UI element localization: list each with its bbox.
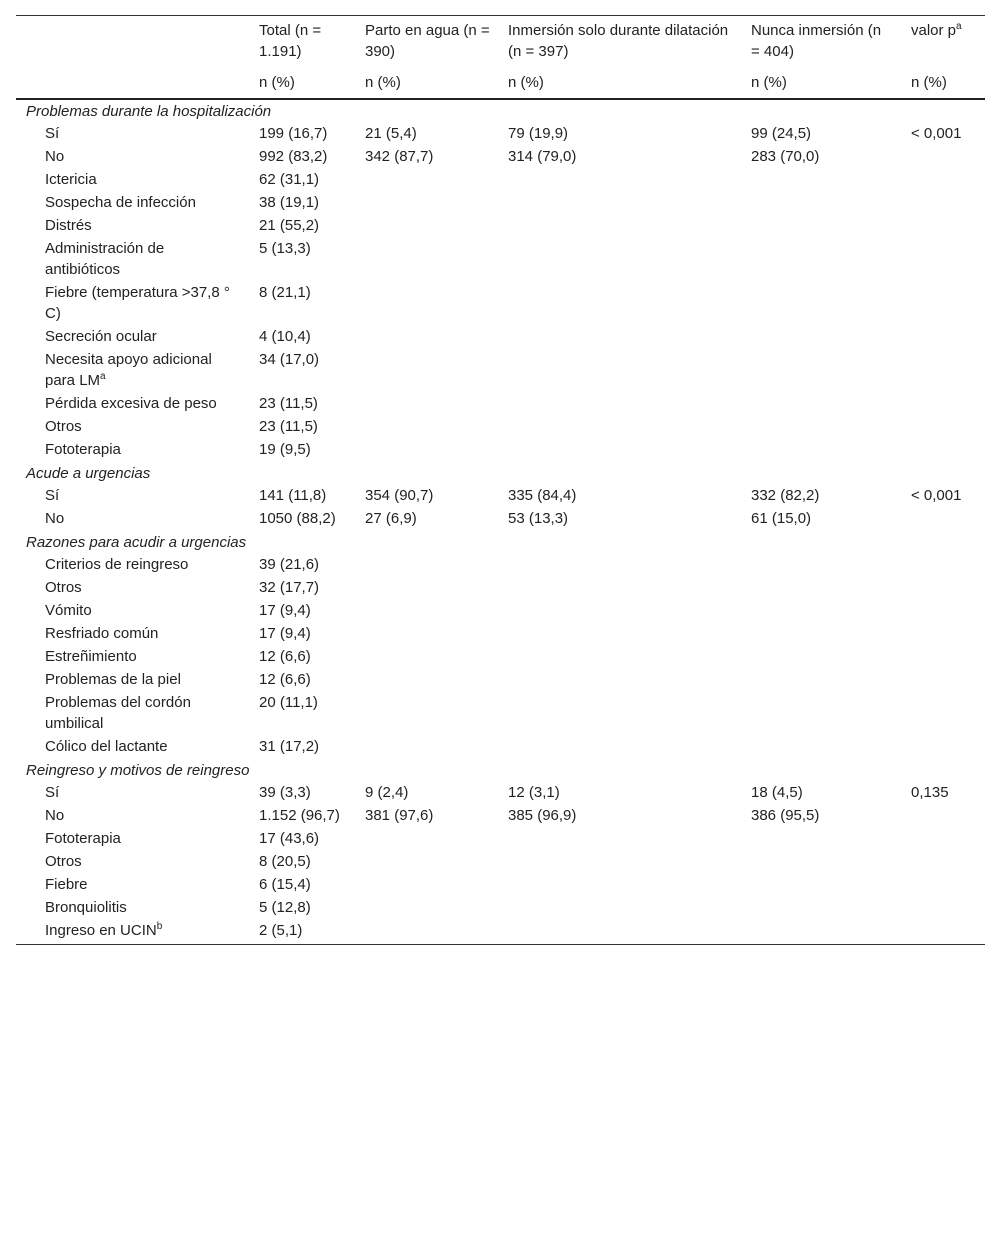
units-cell: n (%): [249, 72, 355, 99]
cell-total: 39 (21,6): [259, 556, 320, 573]
row-label-wrap: [26, 897, 241, 918]
cell-nunca: [741, 874, 901, 897]
row-label-wrap: [26, 828, 241, 849]
cell-total: 5 (12,8): [259, 899, 311, 916]
cell-nunca: 99 (24,5): [751, 125, 812, 142]
row-label-wrap: [26, 554, 241, 575]
cell-nunca: [741, 192, 901, 215]
row-label-text: Problemas de la piel: [45, 671, 181, 688]
cell-total: 1050 (88,2): [259, 510, 336, 527]
cell-nunca: 386 (95,5): [751, 807, 820, 824]
units-row: [16, 72, 985, 99]
cell-total: 17 (9,4): [259, 625, 311, 642]
cell-dilatacion: [498, 192, 741, 215]
row-label-sup: b: [156, 921, 163, 932]
cell-pvalue: [901, 192, 985, 215]
row-label: [16, 646, 249, 669]
cell-total: 12 (6,6): [259, 671, 311, 688]
section-title: Reingreso y motivos de reingreso: [26, 762, 250, 779]
table-row: [16, 169, 985, 192]
cell-pvalue: [901, 646, 985, 669]
cell-agua: [355, 554, 498, 577]
cell-dilatacion: 314 (79,0): [508, 148, 577, 165]
row-label-wrap: [26, 851, 241, 872]
cell-pvalue: [901, 874, 985, 897]
row-label-text: Vómito: [45, 602, 92, 619]
cell-nunca: 332 (82,2): [751, 487, 820, 504]
table-row: [16, 508, 985, 531]
cell-pvalue: [901, 282, 985, 326]
table-row: [16, 600, 985, 623]
cell-agua: [355, 646, 498, 669]
row-label-text: No: [45, 807, 65, 824]
cell-nunca: [741, 439, 901, 462]
cell-pvalue: < 0,001: [911, 487, 962, 504]
cell-nunca: 18 (4,5): [751, 784, 803, 801]
results-table: [16, 15, 985, 945]
row-label-text: Estreñimiento: [45, 648, 137, 665]
row-label-wrap: [26, 215, 241, 236]
row-label: [16, 485, 249, 508]
cell-agua: [355, 326, 498, 349]
cell-pvalue: [901, 349, 985, 393]
row-label-wrap: [26, 692, 241, 734]
row-label: [16, 874, 249, 897]
cell-agua: [355, 416, 498, 439]
row-label-text: No: [45, 510, 65, 527]
cell-pvalue: [901, 439, 985, 462]
row-label-text: Ingreso en UCIN: [45, 922, 157, 939]
table-row: [16, 215, 985, 238]
row-label: [16, 554, 249, 577]
cell-pvalue: [901, 326, 985, 349]
row-label-text: Sí: [45, 487, 60, 504]
cell-pvalue: [901, 169, 985, 192]
cell-total: 141 (11,8): [259, 487, 327, 504]
table-row: [16, 874, 985, 897]
section-header-row: [16, 99, 985, 123]
row-label-wrap: [26, 508, 241, 529]
row-label: [16, 393, 249, 416]
row-label: [16, 851, 249, 874]
cell-dilatacion: [498, 577, 741, 600]
table-row: [16, 326, 985, 349]
cell-total: 199 (16,7): [259, 125, 328, 142]
row-label-text: Otros: [45, 853, 82, 870]
cell-total: 992 (83,2): [259, 148, 328, 165]
row-label-text: Secreción ocular: [45, 328, 157, 345]
cell-nunca: [741, 326, 901, 349]
cell-dilatacion: [498, 326, 741, 349]
row-label-text: Cólico del lactante: [45, 738, 168, 755]
table-row: [16, 851, 985, 874]
cell-agua: 354 (90,7): [365, 487, 434, 504]
cell-total: 8 (21,1): [259, 284, 311, 301]
cell-pvalue: [901, 851, 985, 874]
row-label: [16, 169, 249, 192]
cell-total: 23 (11,5): [259, 418, 318, 435]
cell-agua: [355, 439, 498, 462]
row-label-text: Otros: [45, 418, 82, 435]
row-label-wrap: [26, 920, 241, 941]
cell-agua: [355, 282, 498, 326]
table-row: [16, 805, 985, 828]
cell-agua: [355, 169, 498, 192]
cell-pvalue: [901, 393, 985, 416]
cell-total: 19 (9,5): [259, 441, 311, 458]
row-label: [16, 577, 249, 600]
cell-nunca: [741, 169, 901, 192]
row-label-wrap: [26, 485, 241, 506]
cell-dilatacion: [498, 349, 741, 393]
row-label: [16, 828, 249, 851]
cell-total: 12 (6,6): [259, 648, 311, 665]
cell-total: 1.152 (96,7): [259, 807, 340, 824]
cell-total: 38 (19,1): [259, 194, 320, 211]
cell-pvalue: [901, 554, 985, 577]
row-label-text: No: [45, 148, 65, 165]
row-label-text: Pérdida excesiva de peso: [45, 395, 217, 412]
table-row: [16, 920, 985, 945]
row-label-wrap: [26, 238, 241, 280]
table-header: [16, 16, 985, 100]
cell-dilatacion: [498, 736, 741, 759]
cell-nunca: [741, 393, 901, 416]
table-row: [16, 782, 985, 805]
header-pvalue-text: valor p: [911, 22, 957, 39]
cell-pvalue: [901, 623, 985, 646]
row-label: [16, 623, 249, 646]
cell-pvalue: [901, 146, 985, 169]
header-label: [16, 16, 249, 73]
section-header-row: [16, 462, 985, 485]
row-label-wrap: [26, 439, 241, 460]
row-label-wrap: [26, 192, 241, 213]
cell-dilatacion: [498, 692, 741, 736]
cell-dilatacion: [498, 215, 741, 238]
cell-nunca: [741, 920, 901, 945]
row-label-wrap: [26, 874, 241, 895]
cell-dilatacion: [498, 282, 741, 326]
cell-dilatacion: [498, 669, 741, 692]
row-label-text: Fiebre (temperatura >37,8 ° C): [45, 284, 230, 322]
cell-agua: [355, 349, 498, 393]
cell-agua: 27 (6,9): [365, 510, 417, 527]
cell-pvalue: [901, 416, 985, 439]
cell-agua: [355, 897, 498, 920]
cell-nunca: [741, 282, 901, 326]
row-label: [16, 326, 249, 349]
cell-agua: [355, 600, 498, 623]
section-title: Razones para acudir a urgencias: [26, 534, 247, 551]
cell-pvalue: [901, 215, 985, 238]
cell-nunca: [741, 215, 901, 238]
cell-pvalue: [901, 577, 985, 600]
row-label: [16, 349, 249, 393]
cell-nunca: [741, 669, 901, 692]
table-row: [16, 577, 985, 600]
units-cell: [16, 72, 249, 99]
cell-agua: [355, 851, 498, 874]
row-label: [16, 920, 249, 945]
table-row: [16, 192, 985, 215]
row-label-wrap: [26, 282, 241, 324]
section-header-row: [16, 531, 985, 554]
cell-nunca: [741, 828, 901, 851]
cell-total: 21 (55,2): [259, 217, 320, 234]
cell-agua: [355, 920, 498, 945]
cell-pvalue: [901, 669, 985, 692]
row-label: [16, 736, 249, 759]
header-agua: Parto en agua (n = 390): [355, 16, 498, 73]
row-label: [16, 282, 249, 326]
table-row: [16, 238, 985, 282]
row-label-sup: a: [100, 371, 106, 382]
cell-pvalue: [901, 508, 985, 531]
row-label-text: Ictericia: [45, 171, 97, 188]
cell-agua: [355, 736, 498, 759]
row-label: [16, 508, 249, 531]
cell-nunca: 283 (70,0): [751, 148, 820, 165]
cell-total: 2 (5,1): [249, 920, 355, 945]
table-row: [16, 692, 985, 736]
row-label-text: Administración de antibióticos: [45, 240, 165, 278]
row-label: [16, 192, 249, 215]
row-label: [16, 782, 249, 805]
row-label: [16, 146, 249, 169]
row-label: [16, 897, 249, 920]
cell-dilatacion: [498, 416, 741, 439]
cell-pvalue: < 0,001: [911, 125, 962, 142]
cell-dilatacion: [498, 600, 741, 623]
row-label: [16, 123, 249, 146]
cell-dilatacion: [498, 439, 741, 462]
row-label-wrap: [26, 169, 241, 190]
table-row: [16, 123, 985, 146]
cell-total: 17 (43,6): [259, 830, 320, 847]
cell-pvalue: [901, 692, 985, 736]
cell-nunca: [741, 238, 901, 282]
row-label-wrap: [26, 623, 241, 644]
cell-agua: [355, 192, 498, 215]
row-label-wrap: [26, 349, 241, 391]
row-label-wrap: [26, 393, 241, 414]
cell-dilatacion: 335 (84,4): [508, 487, 577, 504]
cell-pvalue: [901, 736, 985, 759]
cell-pvalue: [901, 897, 985, 920]
cell-agua: [355, 577, 498, 600]
cell-pvalue: [901, 920, 985, 945]
row-label-wrap: [26, 805, 241, 826]
row-label-text: Sí: [45, 125, 60, 142]
row-label-text: Fototerapia: [45, 441, 121, 458]
cell-nunca: [741, 577, 901, 600]
row-label-text: Resfriado común: [45, 625, 159, 642]
row-label-text: Bronquiolitis: [45, 899, 127, 916]
table-body: [16, 99, 985, 945]
cell-dilatacion: [498, 169, 741, 192]
row-label-wrap: [26, 736, 241, 757]
cell-dilatacion: [498, 623, 741, 646]
cell-nunca: [741, 897, 901, 920]
row-label-wrap: [26, 416, 241, 437]
cell-total: 34 (17,0): [259, 351, 320, 368]
cell-dilatacion: [498, 646, 741, 669]
units-cell: n (%): [901, 72, 985, 99]
row-label: [16, 215, 249, 238]
cell-pvalue: 0,135: [911, 784, 949, 801]
cell-agua: [355, 215, 498, 238]
cell-agua: [355, 828, 498, 851]
units-cell: n (%): [741, 72, 901, 99]
section-title: Problemas durante la hospitalización: [26, 103, 272, 120]
cell-dilatacion: [498, 897, 741, 920]
cell-total: 8 (20,5): [259, 853, 311, 870]
row-label: [16, 416, 249, 439]
row-label-wrap: [26, 146, 241, 167]
row-label-wrap: [26, 600, 241, 621]
cell-total: 62 (31,1): [259, 171, 320, 188]
header-row: [16, 16, 985, 73]
cell-nunca: [741, 623, 901, 646]
table-row: [16, 146, 985, 169]
cell-total: 17 (9,4): [259, 602, 311, 619]
table-row: [16, 736, 985, 759]
table-row: [16, 393, 985, 416]
section-header-row: [16, 759, 985, 782]
cell-nunca: 61 (15,0): [751, 510, 812, 527]
cell-dilatacion: [498, 828, 741, 851]
row-label-text: Fototerapia: [45, 830, 121, 847]
cell-agua: [355, 669, 498, 692]
cell-agua: [355, 692, 498, 736]
row-label: [16, 439, 249, 462]
cell-dilatacion: [498, 874, 741, 897]
row-label-wrap: [26, 669, 241, 690]
table-row: [16, 554, 985, 577]
header-pvalue-sup: a: [956, 21, 962, 32]
cell-agua: [355, 393, 498, 416]
cell-dilatacion: [498, 554, 741, 577]
table-row: [16, 646, 985, 669]
cell-nunca: [741, 692, 901, 736]
row-label-text: Criterios de reingreso: [45, 556, 189, 573]
table-row: [16, 669, 985, 692]
cell-nunca: [741, 600, 901, 623]
row-label-text: Fiebre: [45, 876, 88, 893]
row-label-text: Sospecha de infección: [45, 194, 196, 211]
cell-nunca: [741, 646, 901, 669]
row-label: [16, 692, 249, 736]
cell-dilatacion: 79 (19,9): [508, 125, 569, 142]
row-label-wrap: [26, 782, 241, 803]
table-row: [16, 623, 985, 646]
table-row: [16, 282, 985, 326]
units-cell: n (%): [498, 72, 741, 99]
cell-dilatacion: 12 (3,1): [508, 784, 560, 801]
table-row: [16, 828, 985, 851]
cell-nunca: [741, 554, 901, 577]
cell-agua: 342 (87,7): [365, 148, 434, 165]
table-row: [16, 897, 985, 920]
header-total: Total (n = 1.191): [249, 16, 355, 73]
row-label-wrap: [26, 326, 241, 347]
cell-agua: 21 (5,4): [365, 125, 417, 142]
table-row: [16, 349, 985, 393]
cell-dilatacion: [498, 393, 741, 416]
cell-total: 39 (3,3): [259, 784, 311, 801]
cell-dilatacion: [498, 238, 741, 282]
cell-pvalue: [901, 238, 985, 282]
header-dilatacion: Inmersión solo durante dilatación (n = 397): [498, 16, 741, 73]
cell-dilatacion: [498, 920, 741, 945]
cell-agua: 381 (97,6): [365, 807, 434, 824]
row-label-text: Distrés: [45, 217, 92, 234]
row-label: [16, 238, 249, 282]
cell-total: 32 (17,7): [259, 579, 320, 596]
row-label-text: Sí: [45, 784, 60, 801]
cell-nunca: [741, 851, 901, 874]
section-title: Acude a urgencias: [26, 465, 151, 482]
cell-agua: [355, 238, 498, 282]
row-label-text: Necesita apoyo adicional para LM: [45, 351, 212, 389]
row-label-text: Otros: [45, 579, 82, 596]
cell-pvalue: [901, 805, 985, 828]
cell-agua: [355, 874, 498, 897]
cell-nunca: [741, 736, 901, 759]
cell-total: 23 (11,5): [259, 395, 318, 412]
cell-agua: 9 (2,4): [365, 784, 409, 801]
table-row: [16, 485, 985, 508]
units-cell: n (%): [355, 72, 498, 99]
table-row: [16, 439, 985, 462]
cell-total: 6 (15,4): [259, 876, 311, 893]
row-label: [16, 805, 249, 828]
row-label-wrap: [26, 577, 241, 598]
row-label-wrap: [26, 123, 241, 144]
cell-total: 20 (11,1): [259, 694, 318, 711]
row-label-text: Problemas del cordón umbilical: [45, 694, 191, 732]
cell-pvalue: [901, 828, 985, 851]
row-label-wrap: [26, 646, 241, 667]
cell-agua: [355, 623, 498, 646]
table-row: [16, 416, 985, 439]
cell-nunca: [741, 416, 901, 439]
row-label: [16, 669, 249, 692]
cell-pvalue: [901, 600, 985, 623]
cell-total: 4 (10,4): [259, 328, 311, 345]
cell-dilatacion: 385 (96,9): [508, 807, 577, 824]
header-pvalue: [901, 16, 985, 73]
cell-dilatacion: 53 (13,3): [508, 510, 569, 527]
cell-dilatacion: [498, 851, 741, 874]
row-label: [16, 600, 249, 623]
cell-total: 5 (13,3): [259, 240, 311, 257]
cell-nunca: [741, 349, 901, 393]
header-nunca: Nunca inmersión (n = 404): [741, 16, 901, 73]
cell-total: 31 (17,2): [259, 738, 320, 755]
